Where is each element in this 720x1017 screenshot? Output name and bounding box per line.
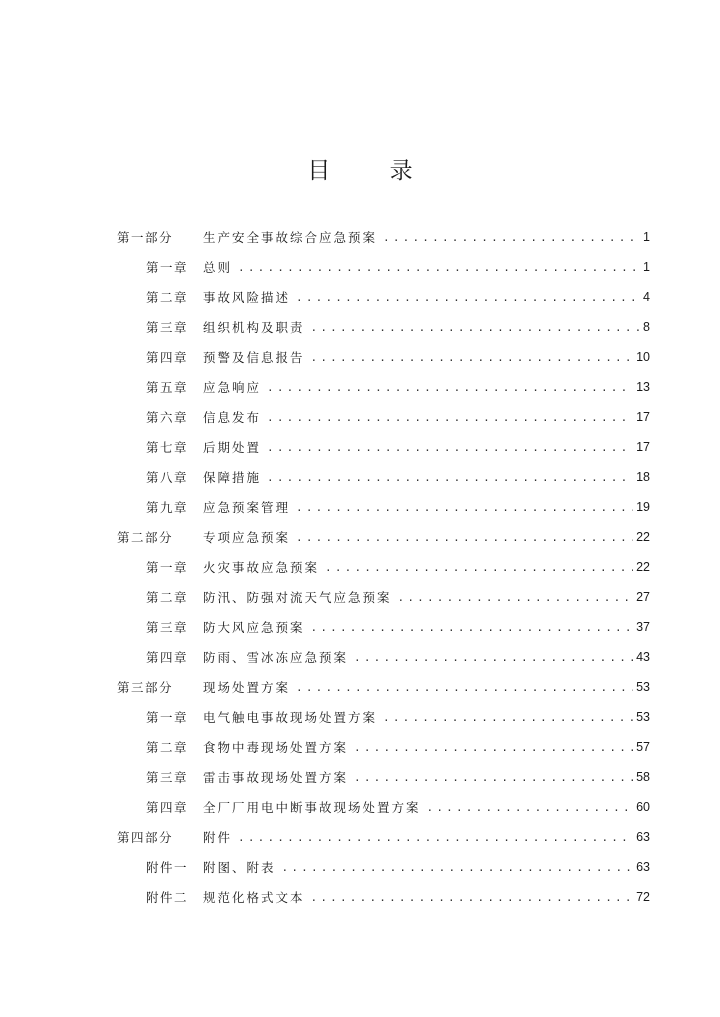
toc-entry-line [203,468,650,486]
toc-entry-number: 第三部分 [117,680,174,695]
toc-entry-number: 第二章 [146,290,189,305]
dot-leader [354,771,633,784]
toc-entry-number: 第三章 [146,320,189,335]
dot-leader [311,621,634,634]
toc-entry-label: 事故风险描述 [203,290,291,305]
toc-entry-label: 电气触电事故现场处置方案 [203,710,378,725]
toc-entry-number: 第二部分 [117,530,174,545]
toc-entry-number: 附件二 [146,890,189,905]
toc-entry-label: 附件 [203,830,233,845]
toc-entry-number: 附件一 [146,860,189,875]
dot-leader [296,501,633,514]
toc-entry-label: 预警及信息报告 [203,350,305,365]
toc-entry-number: 第二章 [146,590,189,605]
toc-page-number: 43 [636,650,650,664]
dot-leader [354,651,633,664]
toc-entry-number: 第五章 [146,380,189,395]
toc-page-number: 10 [636,350,650,364]
toc-entry-label: 全厂厂用电中断事故现场处置方案 [203,800,421,815]
toc-chapter-entry[interactable] [0,882,720,912]
toc-entry-number: 第四章 [146,800,189,815]
toc-part-entry[interactable] [0,822,720,852]
toc-entry-line [203,348,650,366]
dot-leader [238,831,633,844]
toc-page-number: 58 [636,770,650,784]
toc-entry-line [203,708,650,726]
toc-entry-number: 第六章 [146,410,189,425]
dot-leader [427,801,634,814]
toc-entry-line [203,588,650,606]
toc-entry-label: 保障措施 [203,470,262,485]
dot-leader [311,321,641,334]
toc-entry-label: 现场处置方案 [203,680,291,695]
toc-page-number: 4 [643,290,650,304]
toc-chapter-entry[interactable] [0,432,720,462]
toc-page-number: 22 [636,560,650,574]
toc-entry-number: 第一章 [146,260,189,275]
toc-entry-line [203,738,650,756]
toc-entry-number: 第二章 [146,740,189,755]
toc-entry-label: 防雨、雪冰冻应急预案 [203,650,349,665]
toc-entry-line [203,828,650,846]
toc-entry-line [203,558,650,576]
dot-leader [383,231,640,244]
toc-page-number: 1 [643,230,650,244]
toc-entry-number: 第三章 [146,620,189,635]
toc-chapter-entry[interactable] [0,612,720,642]
toc-chapter-entry[interactable] [0,372,720,402]
toc-chapter-entry[interactable] [0,282,720,312]
toc-chapter-entry[interactable] [0,462,720,492]
toc-entry-line [203,288,650,306]
toc-entry-label: 应急响应 [203,380,262,395]
toc-chapter-entry[interactable] [0,642,720,672]
toc-entry-label: 火灾事故应急预案 [203,560,320,575]
toc-chapter-entry[interactable] [0,402,720,432]
toc-page-number: 17 [636,410,650,424]
toc-entry-number: 第三章 [146,770,189,785]
toc-entry-line [203,438,650,456]
dot-leader [354,741,633,754]
toc-entry-number: 第七章 [146,440,189,455]
toc-chapter-entry[interactable] [0,582,720,612]
toc-page-number: 1 [643,260,650,274]
toc-entry-number: 第四部分 [117,830,174,845]
toc-entry-label: 防大风应急预案 [203,620,305,635]
dot-leader [282,861,634,874]
page-title: 目 录 [307,158,439,184]
toc-chapter-entry[interactable] [0,342,720,372]
toc-entry-label: 防汛、防强对流天气应急预案 [203,590,392,605]
toc-page-number: 53 [636,680,650,694]
toc-page-number: 13 [636,380,650,394]
toc-part-entry[interactable] [0,672,720,702]
toc-chapter-entry[interactable] [0,762,720,792]
toc-entry-line [203,228,650,246]
dot-leader [398,591,634,604]
dot-leader [296,291,640,304]
toc-page-number: 22 [636,530,650,544]
toc-entry-line [203,888,650,906]
dot-leader [267,441,633,454]
toc-entry-line [203,378,650,396]
toc-part-entry[interactable] [0,222,720,252]
toc-chapter-entry[interactable] [0,492,720,522]
toc-page-number: 37 [636,620,650,634]
toc-page-number: 18 [636,470,650,484]
toc-entry-line [203,408,650,426]
toc-entry-label: 后期处置 [203,440,262,455]
toc-page-number: 8 [643,320,650,334]
toc-entry-number: 第一部分 [117,230,174,245]
toc-entry-line [203,678,650,696]
toc-chapter-entry[interactable] [0,792,720,822]
toc-entry-line [203,528,650,546]
toc-part-entry[interactable] [0,522,720,552]
toc-entry-number: 第一章 [146,560,189,575]
toc-entry-label: 信息发布 [203,410,262,425]
toc-page-number: 60 [636,800,650,814]
toc-entry-label: 雷击事故现场处置方案 [203,770,349,785]
dot-leader [383,711,633,724]
toc-entry-number: 第四章 [146,350,189,365]
toc-entry-label: 食物中毒现场处置方案 [203,740,349,755]
toc-chapter-entry[interactable] [0,552,720,582]
toc-entry-label: 专项应急预案 [203,530,291,545]
dot-leader [311,351,634,364]
dot-leader [296,681,633,694]
toc-page-number: 57 [636,740,650,754]
toc-entry-line [203,798,650,816]
toc-entry-label: 生产安全事故综合应急预案 [203,230,378,245]
toc-entry-number: 第四章 [146,650,189,665]
toc-page-number: 63 [636,860,650,874]
dot-leader [311,891,634,904]
toc-page-number: 27 [636,590,650,604]
toc-page-number: 53 [636,710,650,724]
toc-entry-label: 总则 [203,260,233,275]
toc-chapter-entry[interactable] [0,312,720,342]
toc-chapter-entry[interactable] [0,252,720,282]
toc-entry-line [203,258,650,276]
toc-entry-line [203,768,650,786]
dot-leader [267,411,633,424]
dot-leader [267,471,633,484]
toc-entry-line [203,498,650,516]
toc-chapter-entry[interactable] [0,852,720,882]
dot-leader [296,531,633,544]
toc-entry-label: 组织机构及职责 [203,320,305,335]
table-of-contents [0,222,720,912]
toc-entry-line [203,858,650,876]
toc-page-number: 72 [636,890,650,904]
toc-entry-line [203,648,650,666]
toc-entry-label: 规范化格式文本 [203,890,305,905]
toc-entry-line [203,318,650,336]
toc-entry-label: 应急预案管理 [203,500,291,515]
dot-leader [267,381,633,394]
toc-entry-number: 第九章 [146,500,189,515]
dot-leader [325,561,633,574]
toc-page-number: 19 [636,500,650,514]
toc-entry-line [203,618,650,636]
toc-entry-label: 附图、附表 [203,860,276,875]
toc-entry-number: 第一章 [146,710,189,725]
toc-entry-number: 第八章 [146,470,189,485]
toc-page-number: 17 [636,440,650,454]
toc-page-number: 63 [636,830,650,844]
dot-leader [238,261,640,274]
toc-chapter-entry[interactable] [0,732,720,762]
toc-chapter-entry[interactable] [0,702,720,732]
